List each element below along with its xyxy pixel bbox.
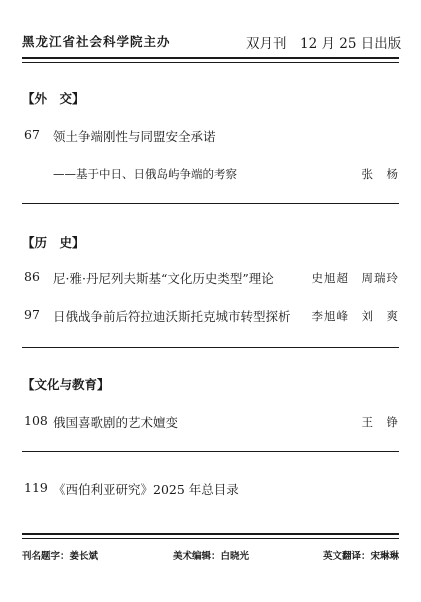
article-page-number: 67: [24, 127, 40, 142]
section-divider: [22, 203, 399, 204]
header-rule: [22, 57, 399, 63]
article-author: 张 杨: [361, 167, 399, 181]
section-heading-culture-education: 【文化与教育】: [22, 377, 110, 392]
publisher-name: 黑龙江省社会科学院主办: [22, 34, 171, 49]
article-title[interactable]: 俄国喜歌剧的艺术嬗变: [53, 415, 179, 430]
article-author: 史旭超 周瑞玲: [311, 271, 399, 285]
article-author: 李旭峰 刘 爽: [311, 309, 399, 323]
article-title[interactable]: 日俄战争前后符拉迪沃斯托克城市转型探析: [53, 309, 291, 324]
index-title[interactable]: 《西伯利亚研究》2025 年总目录: [53, 482, 239, 497]
section-divider: [22, 451, 399, 452]
footer-title-calligraphy: 刊名题字：姜长斌: [22, 551, 99, 562]
issue-info: 双月刊 12 月 25 日出版: [246, 36, 402, 52]
section-divider: [22, 347, 399, 348]
article-title[interactable]: 尼·雅·丹尼列夫斯基“文化历史类型”理论: [53, 271, 274, 286]
footer-art-editor: 美术编辑：白晓光: [173, 551, 250, 562]
section-heading-history: 【历 史】: [22, 235, 85, 250]
footer-rule: [22, 533, 399, 539]
article-subtitle: ——基于中日、日俄岛屿争端的考察: [53, 167, 237, 181]
article-page-number: 108: [24, 413, 48, 428]
article-author: 王 铮: [361, 415, 399, 429]
article-page-number: 97: [24, 307, 40, 322]
index-page-number: 119: [24, 480, 48, 495]
article-title[interactable]: 领土争端刚性与同盟安全承诺: [53, 129, 216, 144]
footer-translator: 英文翻译：宋琳琳: [322, 551, 399, 562]
section-heading-diplomacy: 【外 交】: [22, 91, 85, 106]
article-page-number: 86: [24, 269, 40, 284]
